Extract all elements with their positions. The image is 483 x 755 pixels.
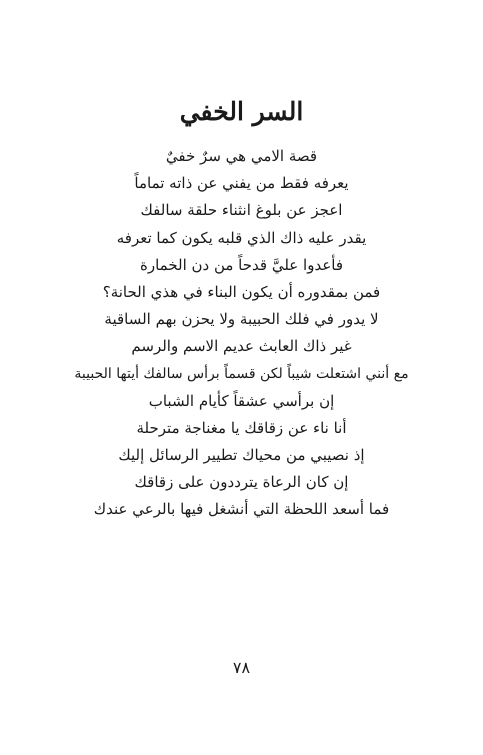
poem-line: إن كان الرعاة يترددون على زقاقك <box>134 473 349 492</box>
poem-line: فأعدوا عليَّ قدحاً من دن الخمارة <box>139 255 344 274</box>
poem-line: يقدر عليه ذاك الذي قلبه يكون كما تعرفه <box>116 228 367 247</box>
poem-line: قصة الامي هي سرٌ خفيٌ <box>165 147 318 165</box>
poem-line: فما أسعد اللحظة التي أنشغل فيها بالرعي عندك <box>93 500 390 519</box>
poem-line: أنا ناء عن زقاقك يا مغناجة مترحلة <box>136 418 347 437</box>
poem-line: إذ نصيبي من محياك تطيير الرسائل إليك <box>118 446 365 465</box>
poem-line: إن برأسي عشقاً كأيام الشباب <box>148 391 335 410</box>
poem-line: فمن بمقدوره أن يكون البناء في هذي الحانة؟ <box>102 282 381 301</box>
page-number: ٧٨ <box>232 658 251 677</box>
poem-line: غير ذاك العابث عديم الاسم والرسم <box>131 337 352 356</box>
poem-line: يعرفه فقط من يفني عن ذاته تماماً <box>134 174 349 193</box>
poem-line: اعجز عن بلوغ انثناء حلقة سالفك <box>140 201 343 220</box>
poem-line: مع أنني اشتعلت شيباً لكن قسماً برأس سالفك أيتها الحبيبة <box>74 365 409 382</box>
poem-title: السر الخفي <box>179 97 304 126</box>
poem-line: لا يدور في فلك الحبيبة ولا يحزن بهم الساقية <box>104 310 379 329</box>
poem-body <box>20 143 463 524</box>
